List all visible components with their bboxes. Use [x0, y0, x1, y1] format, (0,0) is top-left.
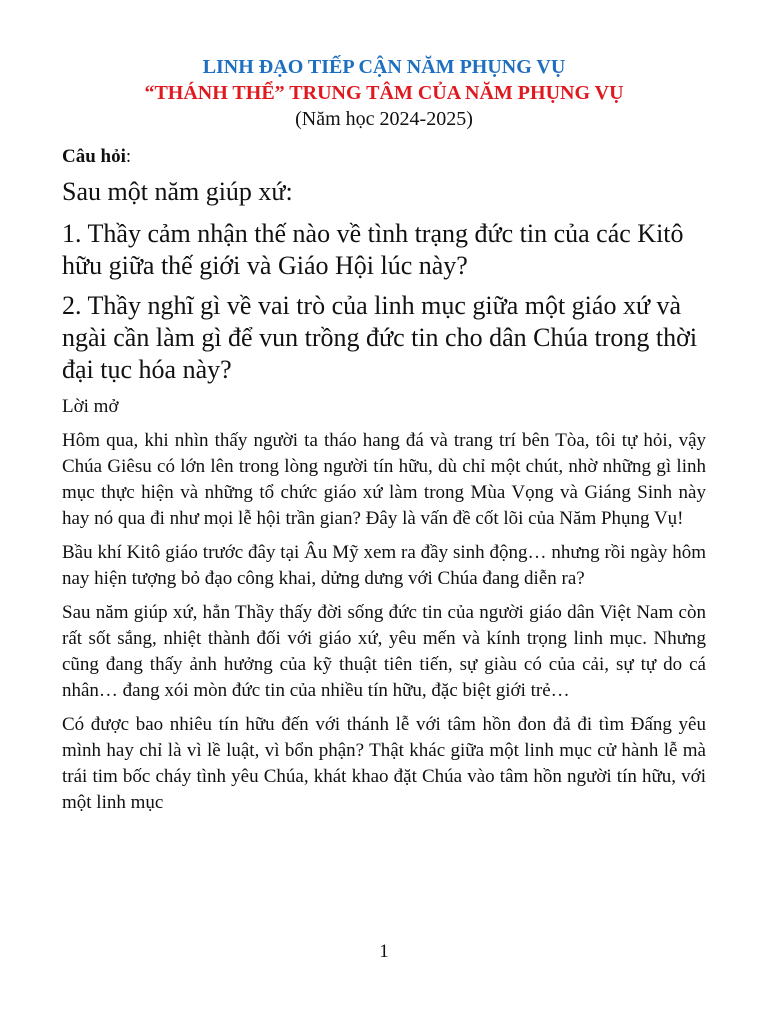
opening-paragraph-4: Có được bao nhiêu tín hữu đến với thánh lễ với tâm hồn đon đả đi tìm Đấng yêu mình hay chỉ là vì lề luật, vì bổn phận? Thật khác giữa một linh mục cử hành lễ mà trái tim bốc cháy tình yêu Chúa, khát khao đặt Chúa vào tâm hồn người tín hữu, với một linh mục: [62, 714, 706, 813]
opening-paragraph-1: Hôm qua, khi nhìn thấy người ta tháo hang đá và trang trí bên Tòa, tôi tự hỏi, vậy Chúa Giêsu có lớn lên trong lòng người tín hữu, dù chỉ một chút, nhờ những gì linh mục thực hiện và những tổ chức giáo xứ làm trong Mùa Vọng và Giáng Sinh này hay nó qua đi như mọi lễ hội trần gian? Đây là vấn đề cốt lõi của Năm Phụng Vụ!: [62, 430, 706, 529]
question-item-1: 1. Thầy cảm nhận thế nào về tình trạng đức tin của các Kitô hữu giữa thế giới và Giáo Hội lúc này?: [62, 219, 684, 280]
question-colon: :: [125, 146, 132, 167]
question-intro: Sau một năm giúp xứ:: [62, 177, 293, 206]
document-page: [62, 54, 706, 824]
opening-paragraph-3: Sau năm giúp xứ, hẳn Thầy thấy đời sống đức tin của người giáo dân Việt Nam còn rất sốt sắng, nhiệt thành đối với giáo xứ, yêu mến và kính trọng linh mục. Nhưng cũng đang thấy ảnh hưởng của kỹ thuật tiên tiến, sự giàu có của cải, sự tự do cá nhân… đang xói mòn đức tin của nhiều tín hữu, đặc biệt giới trẻ…: [62, 602, 706, 701]
question-heading: [62, 144, 706, 170]
opening-heading: Lời mở: [62, 396, 119, 417]
opening-paragraph-2: Bầu khí Kitô giáo trước đây tại Âu Mỹ xem ra đầy sinh động… nhưng rồi ngày hôm nay hiện tượng bỏ đạo công khai, dửng dưng với Chúa đang diễn ra?: [62, 542, 706, 589]
question-label: Câu hỏi: [62, 146, 126, 167]
document-subtitle-red: “THÁNH THỂ” TRUNG TÂM CỦA NĂM PHỤNG VỤ: [144, 82, 624, 104]
document-title: LINH ĐẠO TIẾP CẬN NĂM PHỤNG VỤ: [202, 56, 566, 78]
question-item-2: 2. Thầy nghĩ gì về vai trò của linh mục giữa một giáo xứ và ngài cần làm gì để vun trồng đức tin cho dân Chúa trong thời đại tục hóa này?: [62, 291, 698, 384]
page-number: 1: [379, 941, 389, 962]
school-year: (Năm học 2024-2025): [295, 108, 473, 130]
